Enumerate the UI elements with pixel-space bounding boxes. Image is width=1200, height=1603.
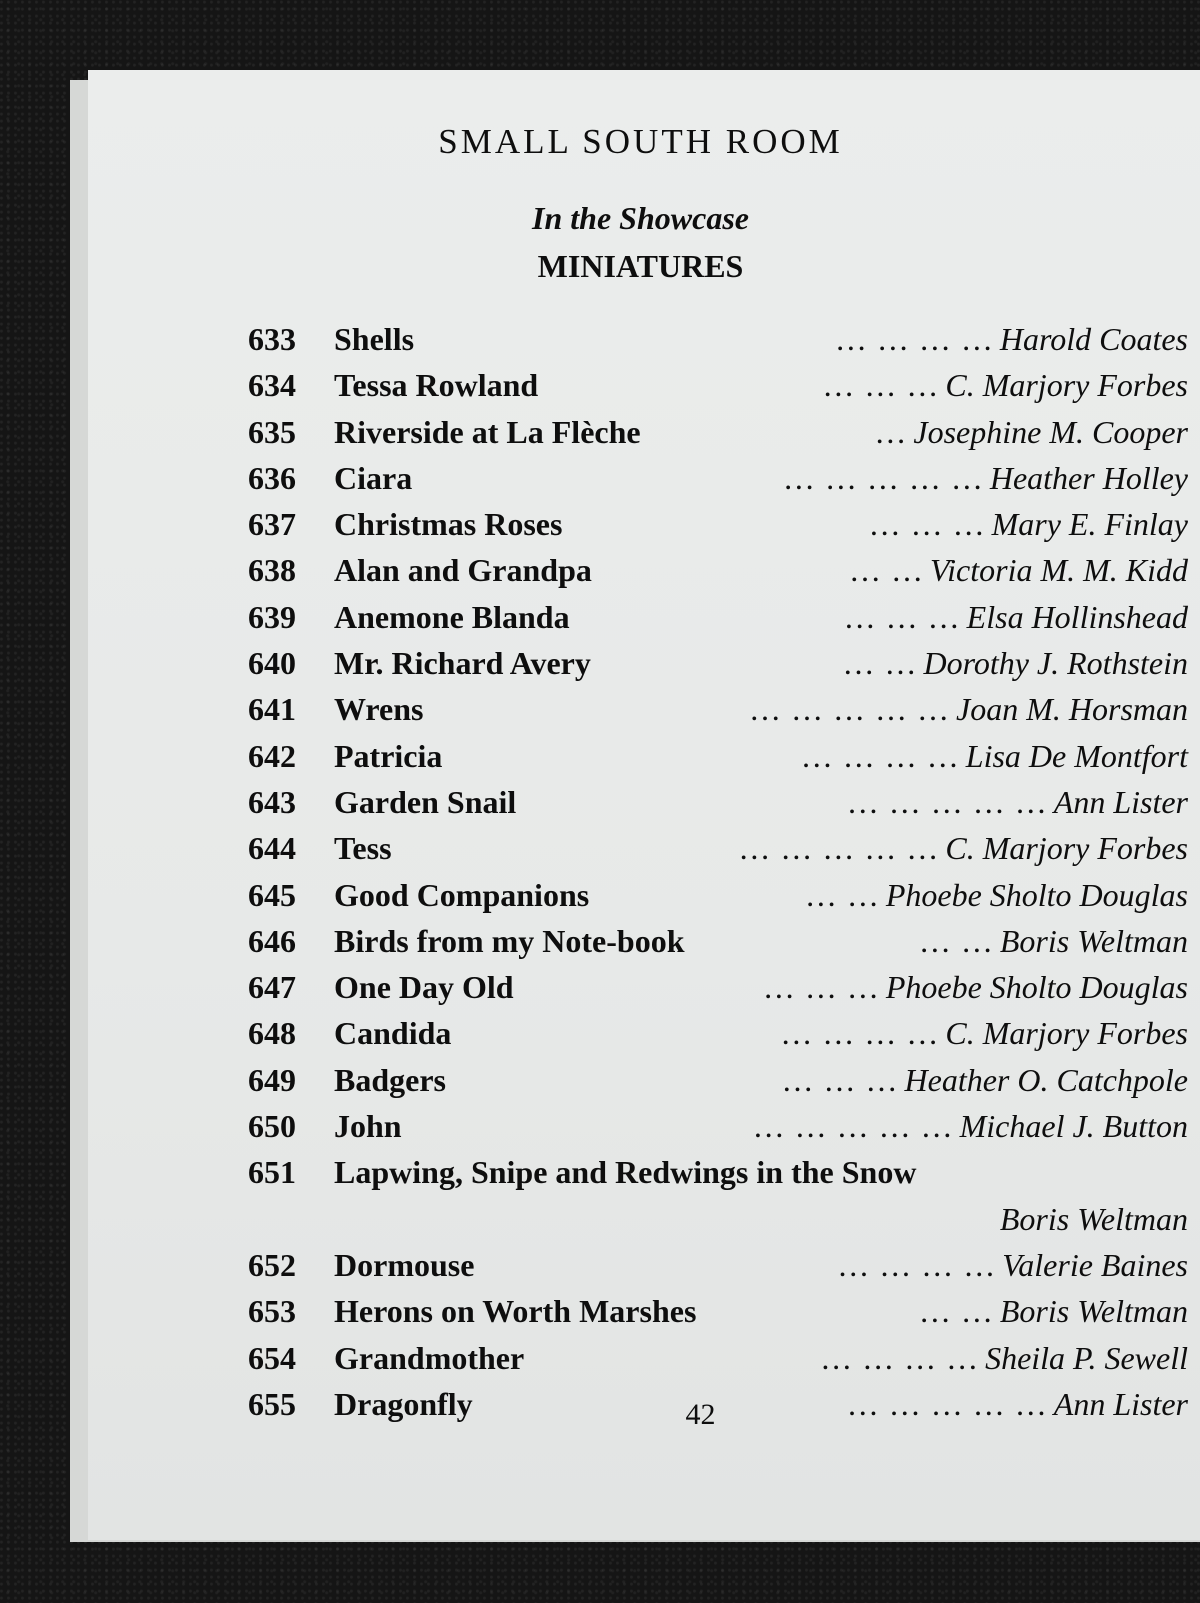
entry-artist: Boris Weltman [999, 922, 1188, 959]
entry-number: 644 [248, 830, 296, 867]
entry-leader [842, 640, 1188, 686]
entry-artist: Sheila P. Sewell [985, 1339, 1188, 1376]
entry-leader [822, 362, 1188, 408]
entries-list [248, 316, 1188, 1427]
entry-artist: Mary E. Finlay [991, 506, 1188, 543]
entry-artist: Boris Weltman [999, 1200, 1188, 1237]
entry-artist: Dorothy J. Rothstein [923, 645, 1188, 682]
entry-artist: Lisa De Montfort [965, 737, 1188, 774]
dot-leader: … … … [781, 1061, 899, 1098]
entry-leader [763, 964, 1188, 1010]
entry-artist: C. Marjory Forbes [945, 367, 1188, 404]
entry-number: 642 [248, 737, 296, 774]
entry-title: Lapwing, Snipe and Redwings in the Snow [334, 1154, 917, 1191]
entry-title: Tessa Rowland [334, 367, 539, 404]
entry-title: Tess [334, 830, 392, 867]
dot-leader: … … [842, 645, 918, 682]
entry-number: 649 [248, 1061, 296, 1098]
list-item [248, 686, 1188, 732]
dot-leader: … … … … [800, 737, 960, 774]
entry-leader [753, 1103, 1188, 1149]
entry-title: Birds from my Note-book [334, 922, 685, 959]
entry-number: 641 [248, 691, 296, 728]
entry-title: Mr. Richard Avery [334, 645, 591, 682]
entry-leader [835, 316, 1188, 362]
dot-leader: … … … [868, 506, 986, 543]
dot-leader: … … [918, 922, 994, 959]
dot-leader: … … [804, 876, 880, 913]
entry-title: Dragonfly [334, 1385, 473, 1422]
entry-number: 640 [248, 645, 296, 682]
dot-leader: … … … … [780, 1015, 940, 1052]
entry-artist: Phoebe Sholto Douglas [885, 969, 1188, 1006]
list-item [248, 547, 1188, 593]
entry-title: Riverside at La Flèche [334, 413, 641, 450]
list-item [248, 594, 1188, 640]
list-item [248, 733, 1188, 779]
dot-leader: … … … [762, 969, 880, 1006]
dot-leader: … … … … … [738, 830, 940, 867]
entry-title: Ciara [334, 459, 413, 496]
entry-title: One Day Old [334, 969, 514, 1006]
entry-artist: Valerie Baines [1002, 1246, 1188, 1283]
entry-number: 634 [248, 367, 296, 404]
entry-number: 643 [248, 783, 296, 820]
entry-number: 647 [248, 969, 296, 1006]
entry-number: 645 [248, 876, 296, 913]
dot-leader: … … … … … [846, 783, 1048, 820]
entry-artist: Harold Coates [999, 321, 1188, 357]
list-item [248, 872, 1188, 918]
section-subtitle: In the Showcase [532, 200, 749, 236]
entry-leader [874, 409, 1188, 455]
entry-artist: Josephine M. Cooper [913, 413, 1188, 450]
list-item-continuation [248, 1196, 1188, 1242]
entry-title: John [334, 1108, 402, 1145]
entry-artist: Boris Weltman [999, 1293, 1188, 1330]
list-item [248, 640, 1188, 686]
entry-title: Herons on Worth Marshes [334, 1293, 697, 1330]
list-item [248, 316, 1188, 362]
entry-number: 639 [248, 598, 296, 635]
entry-artist: Phoebe Sholto Douglas [885, 876, 1188, 913]
entry-title: Patricia [334, 737, 443, 774]
dot-leader: … … … [822, 367, 940, 404]
room-title: SMALL SOUTH ROOM [438, 122, 843, 161]
entry-artist: Heather O. Catchpole [904, 1061, 1188, 1098]
entry-artist: Elsa Hollinshead [966, 598, 1188, 635]
entry-leader [805, 872, 1188, 918]
entry-leader [919, 918, 1188, 964]
entry-number: 651 [248, 1154, 296, 1191]
list-item [248, 501, 1188, 547]
entry-number: 648 [248, 1015, 296, 1052]
dot-leader: … … [918, 1293, 994, 1330]
entry-leader [782, 1057, 1189, 1103]
dot-leader: … … … … … [752, 1108, 954, 1145]
entry-artist: Ann Lister [1053, 783, 1188, 820]
entry-number: 646 [248, 922, 296, 959]
entry-number: 655 [248, 1385, 296, 1422]
entry-number: 638 [248, 552, 296, 589]
dot-leader: … … … … … [749, 691, 951, 728]
entry-leader [820, 1335, 1188, 1381]
entry-artist: Joan M. Horsman [956, 691, 1188, 728]
entry-title: Christmas Roses [334, 506, 563, 543]
list-item [248, 455, 1188, 501]
entry-number: 636 [248, 459, 296, 496]
entry-leader [849, 547, 1188, 593]
entry-leader [783, 455, 1188, 501]
entry-leader [837, 1242, 1188, 1288]
entry-title: Grandmother [334, 1339, 525, 1376]
entry-leader [847, 779, 1188, 825]
list-item [248, 1103, 1188, 1149]
entry-leader [1000, 1196, 1188, 1242]
entry-title: Good Companions [334, 876, 590, 913]
list-item [248, 1149, 1188, 1195]
entry-title: Anemone Blanda [334, 598, 570, 635]
dot-leader: … … … [843, 598, 961, 635]
dot-leader: … … … … … [782, 459, 984, 496]
dot-leader: … … … … … [846, 1385, 1048, 1422]
entry-artist: Victoria M. M. Kidd [929, 552, 1188, 589]
entry-leader [780, 1010, 1188, 1056]
entry-title: Candida [334, 1015, 452, 1052]
list-item [248, 1057, 1188, 1103]
dot-leader: … … … … [834, 321, 994, 357]
entry-leader [749, 686, 1188, 732]
page-number: 42 [685, 1398, 716, 1431]
entry-artist: C. Marjory Forbes [945, 830, 1188, 867]
list-item [248, 964, 1188, 1010]
list-item [248, 825, 1188, 871]
entry-number: 633 [248, 321, 296, 357]
list-item [248, 362, 1188, 408]
entry-number: 637 [248, 506, 296, 543]
dot-leader: … [874, 413, 908, 450]
entry-number: 635 [248, 413, 296, 450]
entry-leader [801, 733, 1188, 779]
entry-leader [869, 501, 1188, 547]
entry-number: 652 [248, 1246, 296, 1283]
list-item [248, 1288, 1188, 1334]
entry-number: 653 [248, 1293, 296, 1330]
list-item [248, 1335, 1188, 1381]
entry-title: Badgers [334, 1061, 446, 1098]
list-item [248, 1010, 1188, 1056]
entry-artist: Ann Lister [1053, 1385, 1188, 1422]
entry-title: Garden Snail [334, 783, 517, 820]
entry-title: Wrens [334, 691, 424, 728]
dot-leader: … … … … [837, 1246, 997, 1283]
dot-leader: … … [848, 552, 924, 589]
list-item [248, 779, 1188, 825]
entry-number: 650 [248, 1108, 296, 1145]
list-item [248, 409, 1188, 455]
catalogue-page [88, 70, 1200, 1540]
list-item [248, 918, 1188, 964]
section-title: MINIATURES [537, 248, 744, 284]
entry-number: 654 [248, 1339, 296, 1376]
entry-leader [919, 1288, 1188, 1334]
dot-leader: … … … … [820, 1339, 980, 1376]
entry-title: Shells [334, 321, 415, 357]
entry-artist: Heather Holley [989, 459, 1188, 496]
entry-leader [738, 825, 1188, 871]
entry-artist: Michael J. Button [959, 1108, 1188, 1145]
entry-title: Alan and Grandpa [334, 552, 592, 589]
entry-title: Dormouse [334, 1246, 475, 1283]
list-item [248, 1242, 1188, 1288]
entry-artist: C. Marjory Forbes [945, 1015, 1188, 1052]
entry-leader [844, 594, 1188, 640]
